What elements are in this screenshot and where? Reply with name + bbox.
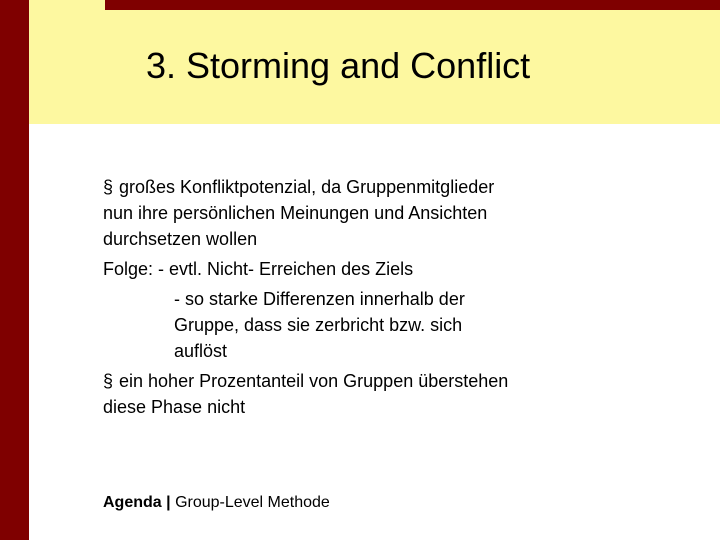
consequence-sub-item: - so starke Differenzen innerhalb der [174, 289, 465, 309]
bullet-icon: § [103, 177, 114, 197]
body-text: durchsetzen wollen [103, 229, 258, 249]
footer-topic: Group-Level Methode [175, 494, 330, 511]
consequence-line: Folge: - evtl. Nicht- Erreichen des Ziels [103, 259, 414, 279]
top-accent-stripe [105, 0, 720, 10]
footer-separator: | [166, 494, 171, 511]
bullet-line [103, 174, 623, 200]
bullet-line [103, 368, 623, 394]
consequence-sub-item: Gruppe, dass sie zerbricht bzw. sich [174, 315, 463, 335]
consequence-sub-item: auflöst [174, 341, 228, 361]
left-accent-bar [0, 0, 29, 540]
bullet-icon: § [103, 371, 114, 391]
body-text: ein hoher Prozentanteil von Gruppen überstehen [119, 371, 509, 391]
slide-body [103, 174, 623, 420]
slide-title: 3. Storming and Conflict [146, 45, 531, 86]
body-text: großes Konfliktpotenzial, da Gruppenmitglieder [119, 177, 495, 197]
footer [103, 493, 330, 513]
footer-section: Agenda [103, 494, 162, 511]
body-text: nun ihre persönlichen Meinungen und Ansichten [103, 203, 488, 223]
body-text: diese Phase nicht [103, 397, 246, 417]
